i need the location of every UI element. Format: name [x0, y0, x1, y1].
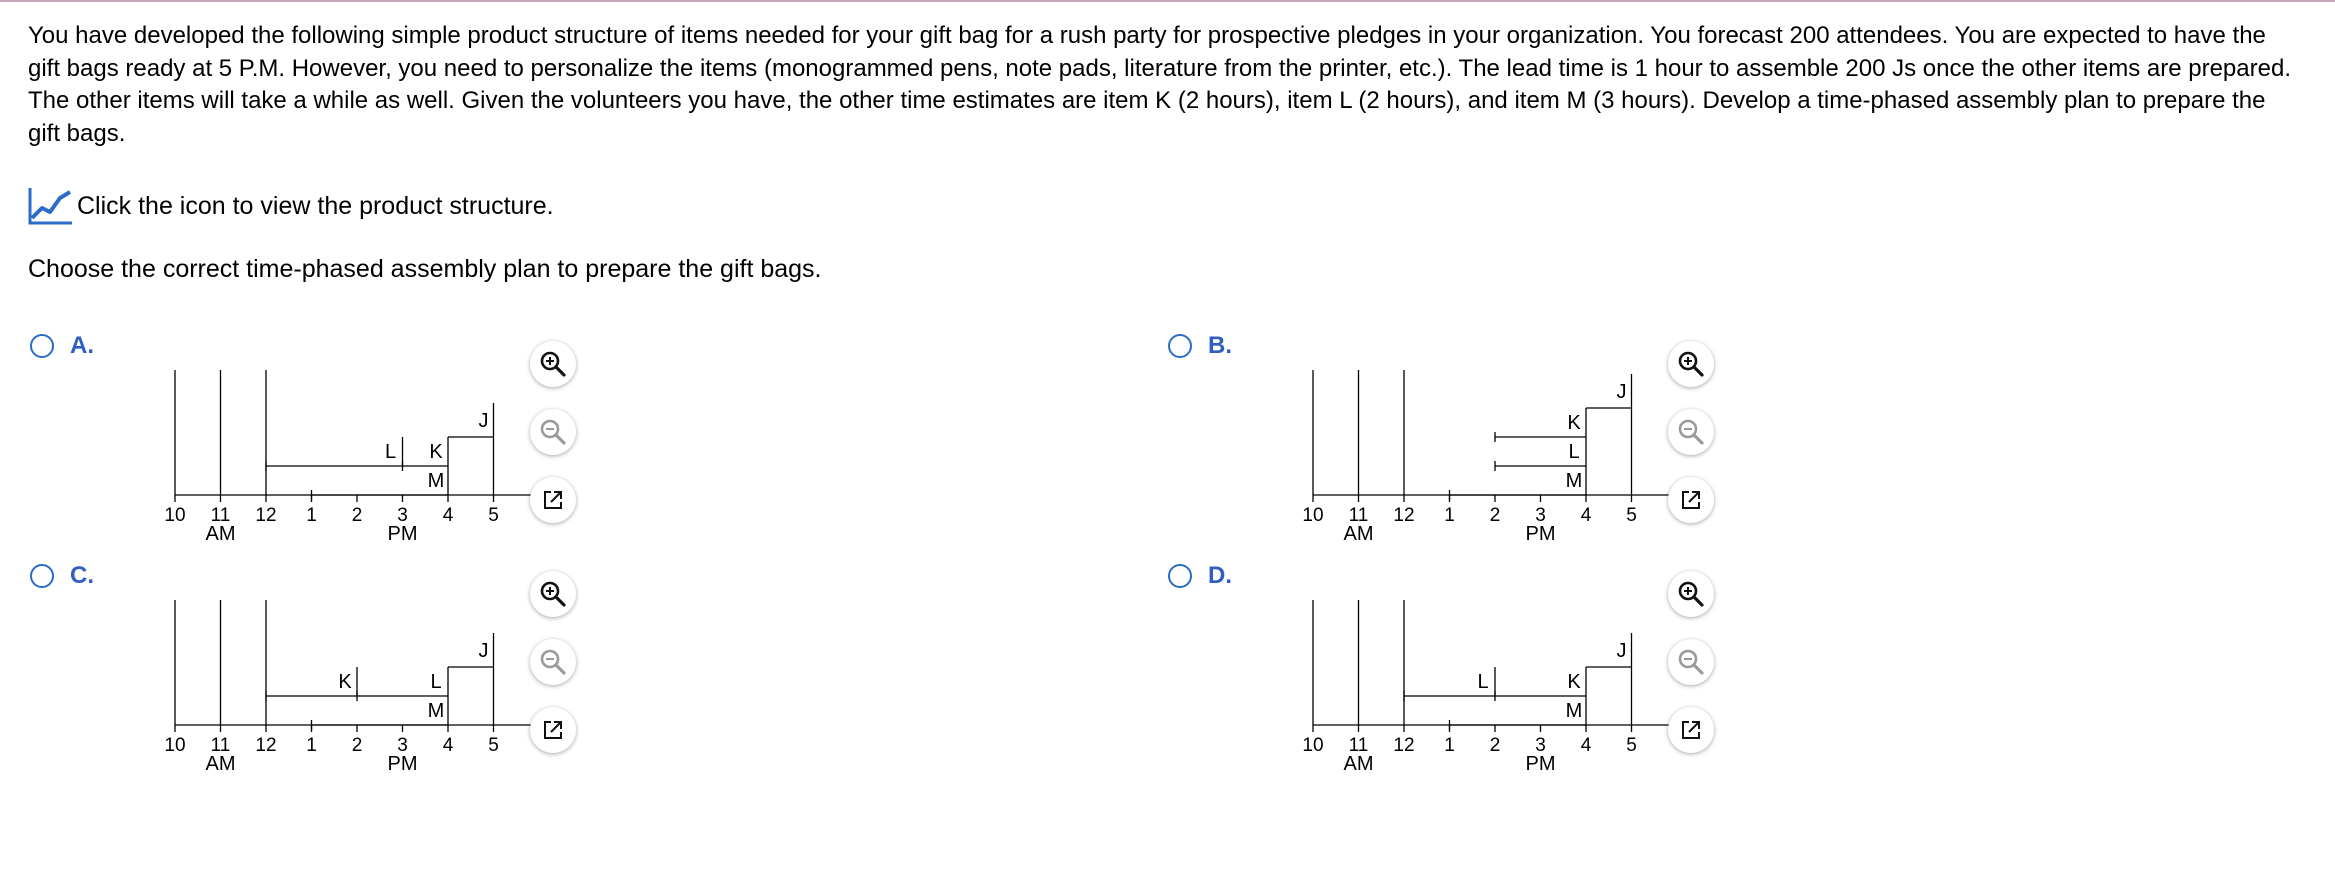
- tick-label: 3: [397, 505, 408, 526]
- tick-label: 4: [1580, 505, 1592, 526]
- bar-m: [1450, 696, 1587, 730]
- tick-label: 12: [255, 735, 277, 756]
- tick-label: 11: [210, 735, 231, 756]
- tick-label: 11: [1348, 505, 1369, 526]
- bar-label-m: M: [1565, 700, 1583, 722]
- bar-l: [1404, 667, 1495, 701]
- option-b-radio[interactable]: [1168, 334, 1192, 358]
- popout-icon: [1676, 485, 1706, 515]
- bar-label-j: J: [1616, 381, 1627, 403]
- bar-k: [403, 437, 449, 471]
- option-b-label[interactable]: B.: [1208, 332, 1232, 359]
- tick-label: 3: [397, 735, 408, 756]
- zoom-in-icon: [1676, 579, 1706, 609]
- bar-label-m: M: [427, 700, 445, 722]
- tick-label: 5: [488, 735, 499, 756]
- zoom-in-button[interactable]: [1668, 341, 1714, 387]
- bar-label-l: L: [430, 671, 442, 693]
- tick-label: 10: [1302, 735, 1324, 756]
- gantt-plot: [164, 600, 545, 775]
- zoom-in-button[interactable]: [530, 571, 576, 617]
- tick-label: 5: [1626, 505, 1637, 526]
- option-c[interactable]: [30, 560, 750, 775]
- question-text: You have developed the following simple product structure of items needed for your gift bag for a rush party for prospective pledges in your organization. You forecast 200 attendees. You are expected to have the gift bags ready at 5 P.M. However, you need to personalize the items (monogrammed pens, note pads, literature from the printer, etc.). The lead time is 1 hour to assemble 200 Js once the other items are prepared. The other items will take a while as well. Given the volunteers you have, the other time estimates are item K (2 hours), item L (2 hours), and item M (3 hours). Develop a time-phased assembly plan to prepare the gift bags.: [28, 22, 2291, 147]
- bar-label-j: J: [478, 410, 489, 432]
- bar-k: [1495, 408, 1586, 442]
- tick-label: 12: [1393, 505, 1415, 526]
- tick-label: 2: [1489, 505, 1501, 526]
- bar-l: [266, 437, 403, 471]
- tick-label: 10: [164, 505, 186, 526]
- tick-label: 10: [1302, 505, 1324, 526]
- top-border: [0, 0, 2335, 2]
- pm-label: PM: [387, 753, 418, 775]
- option-a-chart: [130, 350, 550, 550]
- tick-label: 5: [488, 505, 499, 526]
- pm-label: PM: [1525, 753, 1556, 775]
- zoom-out-icon: [1676, 647, 1706, 677]
- zoom-out-icon: [538, 647, 568, 677]
- tick-label: 1: [1444, 735, 1455, 756]
- option-c-label[interactable]: C.: [70, 562, 94, 589]
- zoom-in-icon: [538, 579, 568, 609]
- option-b-chart: [1268, 350, 1688, 550]
- bar-label-k: K: [1567, 412, 1581, 434]
- tick-label: 11: [1348, 735, 1369, 756]
- chart-icon[interactable]: [28, 186, 74, 226]
- am-label: AM: [205, 753, 236, 775]
- tick-label: 11: [210, 505, 231, 526]
- bar-label-k: K: [429, 441, 443, 463]
- option-d[interactable]: [1168, 560, 1888, 775]
- tick-label: 3: [1535, 735, 1546, 756]
- popout-button[interactable]: [530, 477, 576, 523]
- popout-icon: [538, 485, 568, 515]
- product-structure-link[interactable]: [28, 186, 554, 226]
- option-d-chart: [1268, 580, 1688, 780]
- popout-button[interactable]: [1668, 707, 1714, 753]
- tick-label: 4: [442, 735, 454, 756]
- pm-label: PM: [1525, 523, 1556, 545]
- option-a-radio[interactable]: [30, 334, 54, 358]
- tick-label: 2: [1489, 735, 1501, 756]
- tick-label: 5: [1626, 735, 1637, 756]
- bar-label-k: K: [1567, 671, 1581, 693]
- bar-label-m: M: [427, 470, 445, 492]
- option-a-label[interactable]: A.: [70, 332, 94, 359]
- tick-label: 4: [1580, 735, 1592, 756]
- bar-label-k: K: [338, 671, 352, 693]
- gantt-plot: [1302, 600, 1683, 775]
- zoom-out-button[interactable]: [530, 409, 576, 455]
- tick-label: 4: [442, 505, 454, 526]
- tick-label: 12: [255, 505, 277, 526]
- tick-label: 10: [164, 735, 186, 756]
- popout-button[interactable]: [1668, 477, 1714, 523]
- am-label: AM: [1343, 753, 1374, 775]
- zoom-in-button[interactable]: [530, 341, 576, 387]
- tick-label: 3: [1535, 505, 1546, 526]
- tick-label: 1: [306, 735, 317, 756]
- bar-l: [357, 667, 448, 701]
- option-b[interactable]: [1168, 330, 1888, 545]
- bar-m: [312, 696, 449, 730]
- zoom-in-icon: [1676, 349, 1706, 379]
- bar-m: [312, 466, 449, 500]
- tick-label: 2: [351, 735, 363, 756]
- zoom-out-icon: [1676, 417, 1706, 447]
- tick-label: 1: [306, 505, 317, 526]
- am-label: AM: [1343, 523, 1374, 545]
- gantt-plot: [164, 370, 545, 545]
- pm-label: PM: [387, 523, 418, 545]
- popout-icon: [538, 715, 568, 745]
- option-c-radio[interactable]: [30, 564, 54, 588]
- zoom-in-icon: [538, 349, 568, 379]
- product-structure-link-text[interactable]: Click the icon to view the product structure.: [77, 191, 554, 220]
- option-d-radio[interactable]: [1168, 564, 1192, 588]
- popout-icon: [1676, 715, 1706, 745]
- tick-label: 1: [1444, 505, 1455, 526]
- bar-k: [266, 667, 357, 701]
- option-a[interactable]: [30, 330, 750, 545]
- bar-j: [448, 403, 494, 495]
- option-c-chart: [130, 580, 550, 780]
- popout-button[interactable]: [530, 707, 576, 753]
- instruction-text: Choose the correct time-phased assembly plan to prepare the gift bags.: [28, 255, 822, 283]
- bar-label-l: L: [384, 441, 397, 463]
- bar-label-j: J: [1616, 640, 1627, 662]
- gantt-plot: [1302, 370, 1683, 545]
- zoom-out-button[interactable]: [530, 639, 576, 685]
- zoom-out-icon: [538, 417, 568, 447]
- bar-j: [448, 633, 494, 725]
- bar-k: [1495, 667, 1586, 701]
- zoom-out-button[interactable]: [1668, 409, 1714, 455]
- tick-label: 12: [1393, 735, 1415, 756]
- bar-label-l: L: [1477, 671, 1489, 693]
- bar-label-j: J: [478, 640, 489, 662]
- bar-j: [1586, 374, 1632, 495]
- tick-label: 2: [351, 505, 363, 526]
- zoom-out-button[interactable]: [1668, 639, 1714, 685]
- bar-label-l: L: [1568, 441, 1580, 463]
- bar-l: [1495, 437, 1586, 471]
- am-label: AM: [205, 523, 236, 545]
- zoom-in-button[interactable]: [1668, 571, 1714, 617]
- bar-j: [1586, 633, 1632, 725]
- bar-m: [1450, 466, 1587, 500]
- option-d-label[interactable]: D.: [1208, 562, 1232, 589]
- bar-label-m: M: [1565, 470, 1583, 492]
